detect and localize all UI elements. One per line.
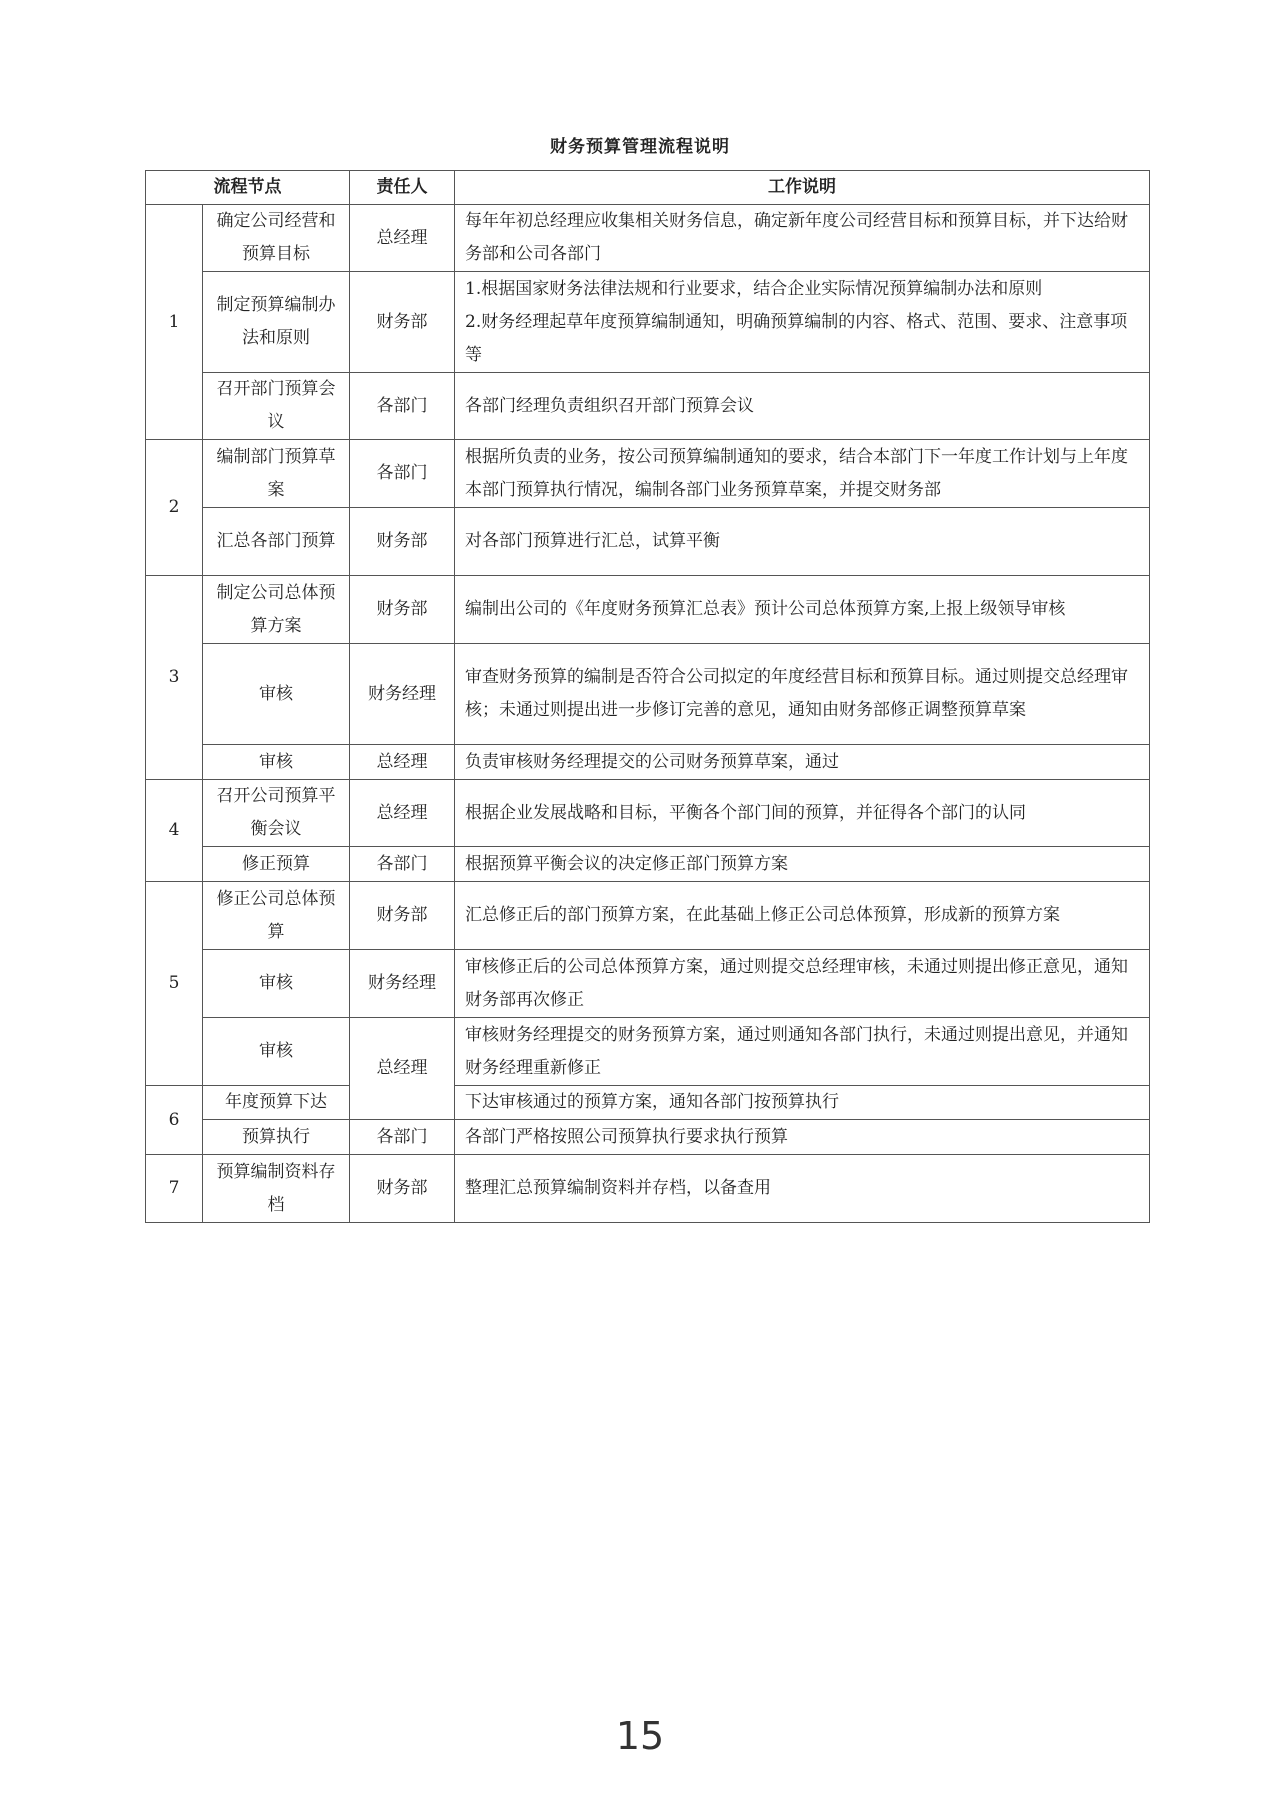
work-description	[455, 272, 1150, 373]
group-number: 4	[146, 780, 203, 882]
process-node: 修正预算	[203, 847, 350, 882]
responsible-party: 总经理	[350, 1018, 455, 1120]
table-row	[146, 1018, 1150, 1086]
process-node: 审核	[203, 950, 350, 1018]
description-line: 1.根据国家财务法律法规和行业要求，结合企业实际情况预算编制办法和原则	[465, 278, 1043, 299]
group-number: 1	[146, 205, 203, 440]
process-node: 汇总各部门预算	[203, 508, 350, 576]
process-node: 确定公司经营和预算目标	[203, 205, 350, 272]
work-description	[455, 745, 1150, 780]
work-description	[455, 1155, 1150, 1223]
header-node: 流程节点	[146, 171, 350, 205]
work-description	[455, 847, 1150, 882]
work-description	[455, 205, 1150, 272]
description-line: 下达审核通过的预算方案，通知各部门按预算执行	[465, 1092, 839, 1112]
responsible-party: 各部门	[350, 373, 455, 440]
work-description	[455, 1018, 1150, 1086]
responsible-party: 财务经理	[350, 950, 455, 1018]
table-row	[146, 745, 1150, 780]
process-node: 审核	[203, 745, 350, 780]
description-line: 编制出公司的《年度财务预算汇总表》预计公司总体预算方案,上报上级领导审核	[465, 599, 1066, 619]
responsible-party: 总经理	[350, 780, 455, 847]
description-line: 汇总修正后的部门预算方案，在此基础上修正公司总体预算，形成新的预算方案	[465, 905, 1060, 925]
description-line: 2.财务经理起草年度预算编制通知，明确预算编制的内容、格式、范围、要求、注意事项等	[465, 311, 1128, 365]
group-number: 7	[146, 1155, 203, 1223]
work-description	[455, 1120, 1150, 1155]
responsible-party: 财务经理	[350, 644, 455, 745]
table-row	[146, 1120, 1150, 1155]
work-description	[455, 644, 1150, 745]
table-row	[146, 780, 1150, 847]
table-row	[146, 508, 1150, 576]
description-line: 各部门经理负责组织召开部门预算会议	[465, 395, 754, 416]
responsible-party: 财务部	[350, 1155, 455, 1223]
table-row	[146, 882, 1150, 950]
work-description	[455, 576, 1150, 644]
responsible-party: 各部门	[350, 440, 455, 508]
work-description	[455, 950, 1150, 1018]
table-row	[146, 440, 1150, 508]
work-description	[455, 1086, 1150, 1120]
description-line: 根据企业发展战略和目标，平衡各个部门间的预算，并征得各个部门的认同	[465, 802, 1026, 823]
process-node: 编制部门预算草案	[203, 440, 350, 508]
group-number: 5	[146, 882, 203, 1086]
responsible-party: 各部门	[350, 1120, 455, 1155]
work-description	[455, 373, 1150, 440]
header-responsible: 责任人	[350, 171, 455, 205]
description-line: 审查财务预算的编制是否符合公司拟定的年度经营目标和预算目标。通过则提交总经理审核；未通过则提出进一步修订完善的意见，通知由财务部修正调整预算草案	[465, 667, 1128, 720]
process-node: 审核	[203, 644, 350, 745]
group-number: 2	[146, 440, 203, 576]
group-number: 3	[146, 576, 203, 780]
work-description	[455, 508, 1150, 576]
description-line: 每年年初总经理应收集相关财务信息，确定新年度公司经营目标和预算目标，并下达给财务部和公司各部门	[465, 211, 1128, 264]
work-description	[455, 440, 1150, 508]
group-number: 6	[146, 1086, 203, 1155]
header-description: 工作说明	[455, 171, 1150, 205]
work-description	[455, 882, 1150, 950]
document-title: 财务预算管理流程说明	[550, 137, 730, 157]
responsible-party: 财务部	[350, 272, 455, 373]
table-row	[146, 576, 1150, 644]
process-node: 预算执行	[203, 1120, 350, 1155]
description-line: 根据所负责的业务，按公司预算编制通知的要求，结合本部门下一年度工作计划与上年度本部门预算执行情况，编制各部门业务预算草案，并提交财务部	[465, 446, 1128, 500]
description-line: 负责审核财务经理提交的公司财务预算草案，通过	[465, 751, 839, 772]
description-line: 根据预算平衡会议的决定修正部门预算方案	[465, 853, 788, 874]
process-node: 制定预算编制办法和原则	[203, 272, 350, 373]
process-node: 制定公司总体预算方案	[203, 576, 350, 644]
responsible-party: 财务部	[350, 576, 455, 644]
table-header-row	[146, 171, 1150, 205]
description-line: 审核修正后的公司总体预算方案，通过则提交总经理审核，未通过则提出修正意见，通知财务部再次修正	[465, 956, 1128, 1010]
description-line: 对各部门预算进行汇总，试算平衡	[465, 531, 720, 551]
responsible-party: 财务部	[350, 508, 455, 576]
process-node: 召开公司预算平衡会议	[203, 780, 350, 847]
process-node: 召开部门预算会议	[203, 373, 350, 440]
page-number: 15	[615, 1714, 665, 1758]
description-line: 整理汇总预算编制资料并存档，以备查用	[465, 1178, 771, 1198]
table-row	[146, 950, 1150, 1018]
process-node: 年度预算下达	[203, 1086, 350, 1120]
responsible-party: 财务部	[350, 882, 455, 950]
work-description	[455, 780, 1150, 847]
process-node: 修正公司总体预算	[203, 882, 350, 950]
table-row	[146, 272, 1150, 373]
process-table	[145, 170, 1150, 1223]
table-row	[146, 847, 1150, 882]
responsible-party: 总经理	[350, 745, 455, 780]
responsible-party: 总经理	[350, 205, 455, 272]
table-row	[146, 644, 1150, 745]
process-node: 预算编制资料存档	[203, 1155, 350, 1223]
description-line: 各部门严格按照公司预算执行要求执行预算	[465, 1126, 788, 1147]
description-line: 审核财务经理提交的财务预算方案，通过则通知各部门执行，未通过则提出意见，并通知财务经理重新修正	[465, 1024, 1128, 1078]
table-row	[146, 373, 1150, 440]
responsible-party: 各部门	[350, 847, 455, 882]
table-row	[146, 1155, 1150, 1223]
table-row	[146, 1086, 1150, 1120]
process-node: 审核	[203, 1018, 350, 1086]
table-row	[146, 205, 1150, 272]
